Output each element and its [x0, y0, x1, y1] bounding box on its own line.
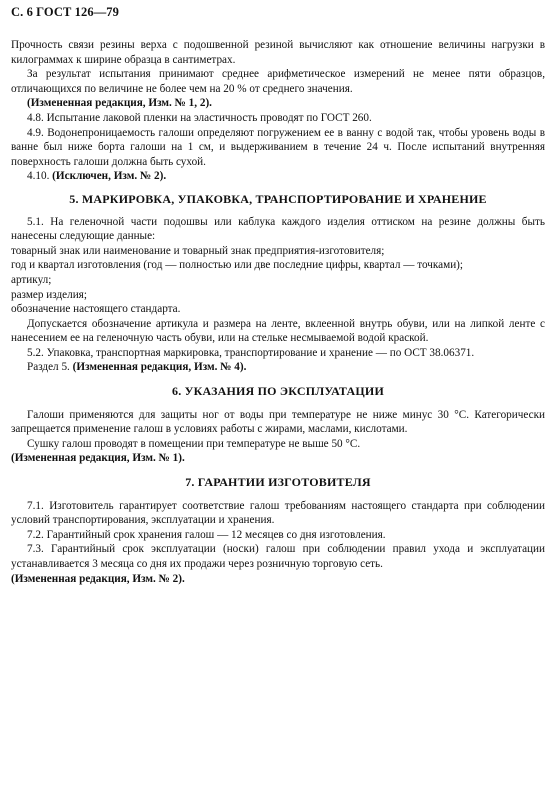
list-item: размер изделия; — [11, 288, 87, 301]
paragraph: Сушку галош проводят в помещении при температуре не выше 50 °С. — [27, 437, 361, 450]
list-item: год и квартал изготовления (год — полностью или две последние цифры, квартал — точками); — [11, 259, 464, 272]
list-item: обозначение настоящего стандарта. — [11, 303, 181, 316]
section-ref: Раздел 5. — [27, 361, 73, 374]
section-5-note — [11, 360, 545, 375]
amendment-note: (Измененная редакция, Изм. № 1). — [11, 452, 185, 465]
clause-4-10 — [11, 169, 545, 184]
clause-4-8: 4.8. Испытание лаковой пленки на эластичность проводят по ГОСТ 260. — [27, 111, 372, 124]
section-7-title: 7. ГАРАНТИИ ИЗГОТОВИТЕЛЯ — [185, 475, 371, 490]
amendment-note: (Исключен, Изм. № 2). — [52, 170, 167, 183]
list-item: артикул; — [11, 273, 52, 286]
page-header: С. 6 ГОСТ 126—79 — [11, 5, 120, 19]
paragraph: Прочность связи резины верха с подошвенной резиной вычисляют как отношение величины нагрузки в килограммах к ширине образца в сантиметрах. — [11, 39, 545, 66]
paragraph: Допускается обозначение артикула и размера на ленте, вклеенной внутрь обуви, или на липкой ленте с нанесением ее на геленочную часть обуви, или на стельке несмываемой водой краской. — [11, 317, 545, 345]
clause-7-1: 7.1. Изготовитель гарантирует соответствие галош требованиям настоящего стандарта при соблюдении условий транспортирования, эксплуатации и хранения. — [11, 499, 545, 527]
amendment-note: (Измененная редакция, Изм. № 4). — [72, 361, 247, 374]
clause-number: 4.10. — [27, 170, 53, 183]
clause-5-1: 5.1. На геленочной части подошвы или каблука каждого изделия оттиском на резине должны быть нанесены следующие данные: — [11, 215, 545, 243]
section-5-title: 5. МАРКИРОВКА, УПАКОВКА, ТРАНСПОРТИРОВАНИЕ И ХРАНЕНИЕ — [69, 191, 487, 206]
clause-7-3: 7.3. Гарантийный срок эксплуатации (носки) галош при соблюдении правил ухода и эксплуатации устанавливается 3 месяца со дня их продажи через розничную торговую сеть. — [11, 543, 545, 570]
amendment-note: (Измененная редакция, Изм. № 1, 2). — [27, 97, 212, 110]
document-body — [11, 38, 545, 586]
clause-5-2: 5.2. Упаковка, транспортная маркировка, транспортирование и хранение — по ОСТ 38.06371. — [27, 346, 475, 359]
amendment-note: (Измененная редакция, Изм. № 2). — [11, 572, 185, 585]
clause-7-2: 7.2. Гарантийный срок хранения галош — 12 месяцев со дня изготовления. — [27, 528, 386, 541]
section-6-title: 6. УКАЗАНИЯ ПО ЭКСПЛУАТАЦИИ — [172, 384, 384, 399]
paragraph: За результат испытания принимают среднее арифметическое измерений не менее пяти образцов, отличающихся по величине не более чем на 20 % от среднего значения. — [11, 68, 545, 95]
paragraph: Галоши применяются для защиты ног от воды при температуре не ниже минус 30 °С. Категорически запрещается применение галош в условиях работы с жирами, маслами, кислотами. — [11, 408, 545, 436]
list-item: товарный знак или наименование и товарный знак предприятия-изготовителя; — [11, 244, 385, 257]
clause-4-9: 4.9. Водонепроницаемость галоши определяют погружением ее в ванну с водой так, чтобы уровень воды в ванне был ниже борта галоши на 1 см, и выдерживанием в течение 24 ч. После испытаний внутренняя поверхность галоши должна быть сухой. — [11, 126, 545, 168]
